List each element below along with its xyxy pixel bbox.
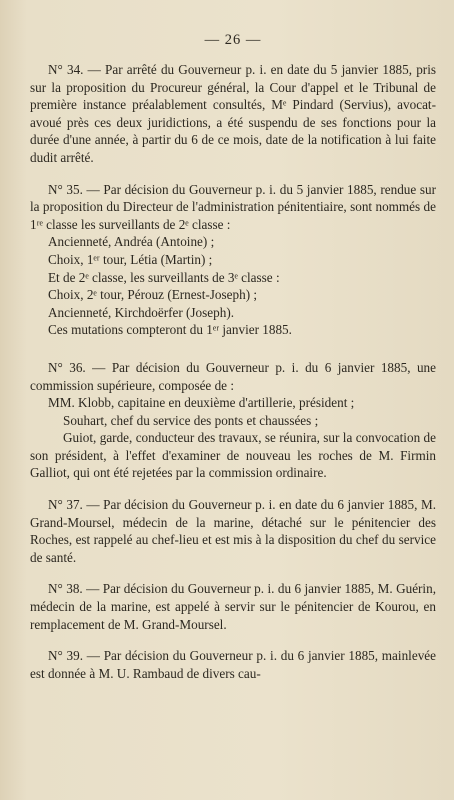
entry-35-line: Ancienneté, Kirchdoërfer (Joseph). [48,304,235,320]
entry-38-text: N° 38. — Par décision du Gouverneur p. i. du 6 janvier 1885, M. Guérin, médecin de la marine, est appelé à servir sur le pénitencier de Kourou, en remplacement de M. Grand-Moursel. [30,581,436,632]
entry-34-text: N° 34. — Par arrêté du Gouverneur p. i. en date du 5 janvier 1885, pris sur la proposition du Procureur général, la Cour d'appel et le Tribunal de première instance préalablement consultés, Mᵉ Pindard (Servius), avocat-avoué près ces deux juridictions, a été suspendu de ses fonctions pour la durée d'une année, à partir du 6 de ce mois, date de la notification à lui faite dudit arrêté. [30,62,436,165]
entry-39 [30,647,436,682]
entry-36-intro: N° 36. — Par décision du Gouverneur p. i. du 6 janvier 1885, une commission supérieure, composée de : [30,359,436,393]
entry-35-line: Ces mutations compteront du 1ᵉʳ janvier 1885. [48,322,292,338]
entry-35-line: Et de 2ᵉ classe, les surveillants de 3ᵉ classe : [48,269,280,285]
entry-36 [30,359,436,482]
entry-35-line: Choix, 2ᵉ tour, Pérouz (Ernest-Joseph) ; [48,287,258,303]
entry-36-line: MM. Klobb, capitaine en deuxième d'artillerie, président ; [48,395,355,411]
entry-35-intro: N° 35. — Par décision du Gouverneur p. i. du 5 janvier 1885, rendue sur la proposition du Directeur de l'administration pénitentiaire, sont nommés de 1ʳᵉ classe les surveillants de 2ᵉ classe : [30,181,436,232]
entry-37-text: N° 37. — Par décision du Gouverneur p. i. en date du 6 janvier 1885, M. Grand-Moursel, médecin de la marine, détaché sur le pénitencier des Roches, est rappelé au chef-lieu et est mis à la disposition du chef du service de santé. [30,497,436,565]
entry-35-line: Ancienneté, Andréa (Antoine) ; [48,234,215,250]
entry-39-text: N° 39. — Par décision du Gouverneur p. i. du 6 janvier 1885, mainlevée est donnée à M. U. Rambaud de divers cau- [30,648,436,681]
entry-34 [30,61,436,167]
entry-36-line: Souhart, chef du service des ponts et chaussées ; [63,412,319,428]
entry-35-line: Choix, 1ᵉʳ tour, Létia (Martin) ; [48,251,213,267]
page-number: — 26 — [204,32,262,48]
entry-37 [30,496,436,566]
entry-36-line: Guiot, garde, conducteur des travaux, se réunira, sur la convocation de son président, à l'effet d'examiner de nouveau les roches de M. Firmin Galliot, qui ont été rejetées par la commission ordinaire. [30,430,436,481]
entry-38 [30,580,436,633]
entry-35 [30,181,436,339]
